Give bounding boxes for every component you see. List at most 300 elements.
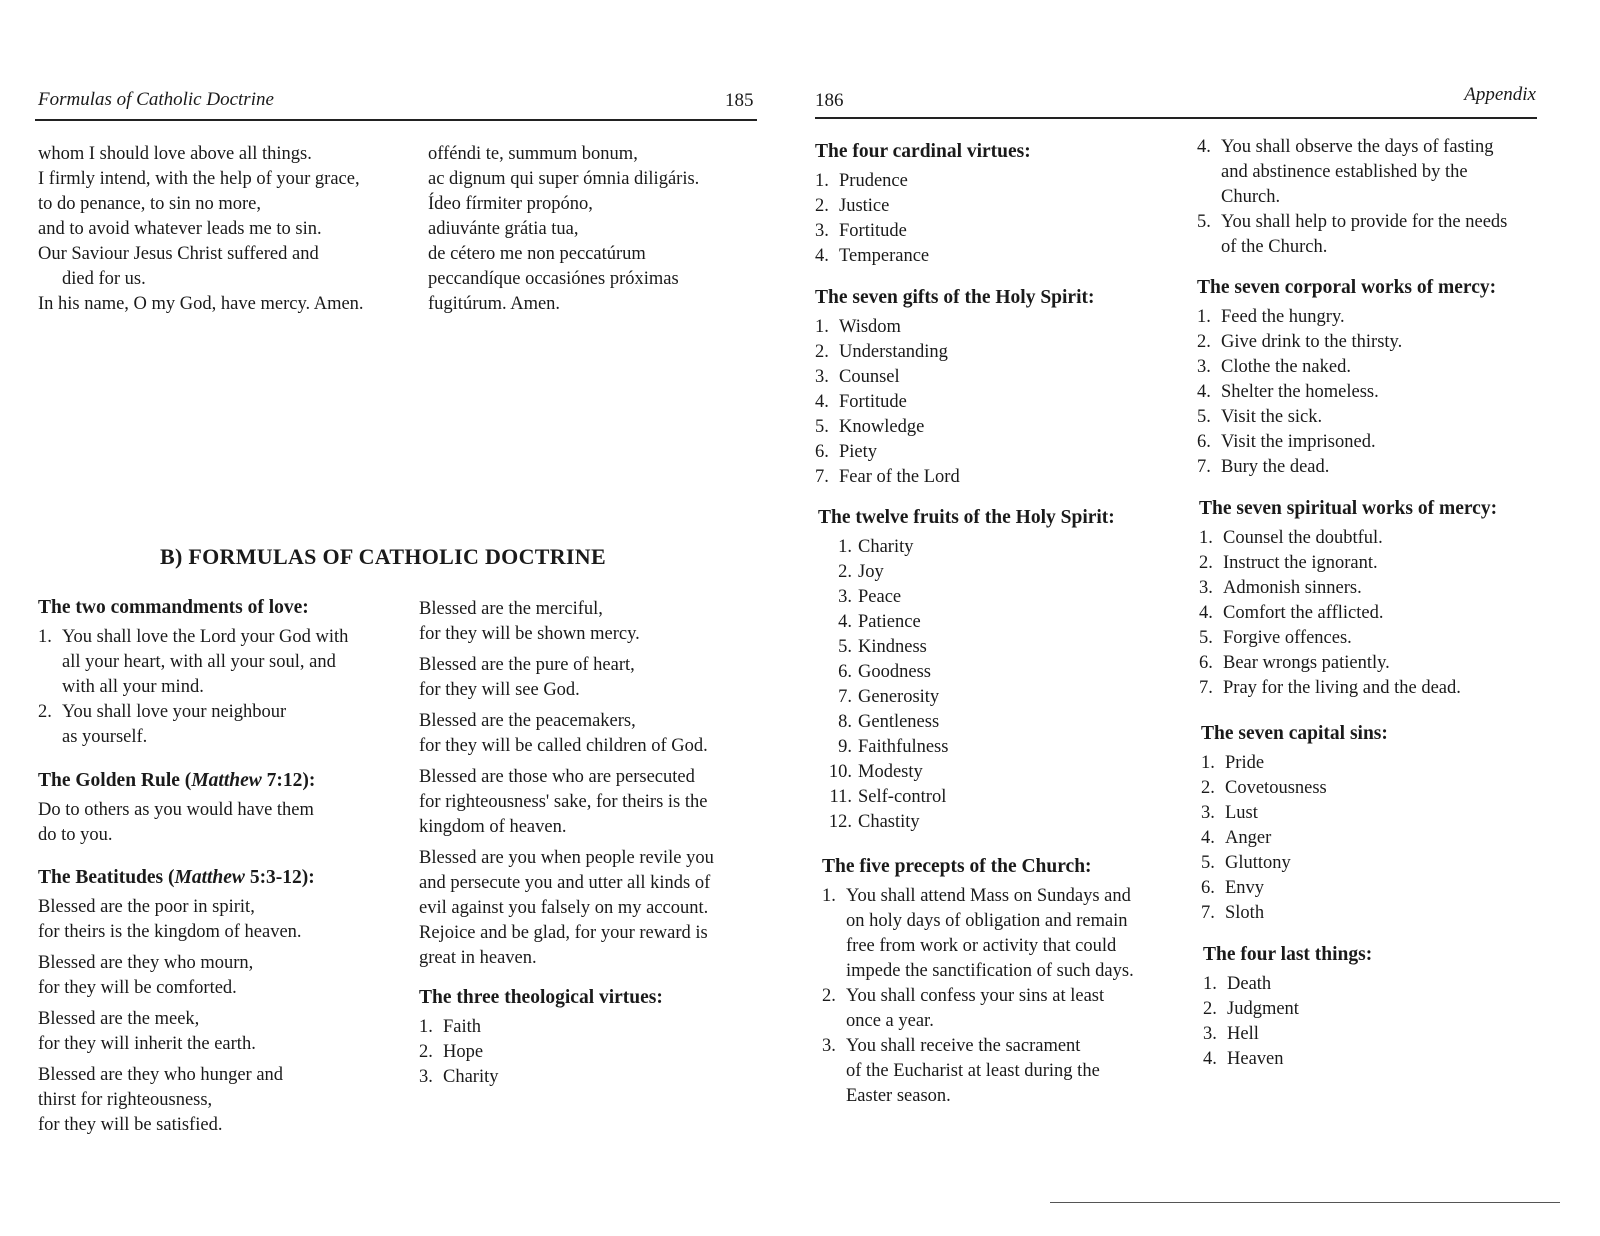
paragraph (38, 1007, 315, 1057)
list-item (1199, 576, 1497, 601)
item-text (839, 169, 908, 194)
section-heading (815, 285, 1094, 315)
item-text (443, 1015, 481, 1040)
list-item (815, 440, 1094, 465)
text-line: Ídeo fírmiter propóno, (428, 194, 593, 214)
item-text (858, 610, 921, 635)
text-line: whom I should love above all things. (38, 144, 312, 164)
text-line: Knowledge (839, 417, 925, 437)
item-text (839, 219, 907, 244)
list-item (1203, 1022, 1372, 1047)
list-item (1201, 901, 1388, 926)
text-line: Kindness (858, 637, 927, 657)
list-item (1201, 826, 1388, 851)
list-item (1197, 305, 1496, 330)
list-item (1203, 972, 1372, 997)
list-item (419, 1015, 663, 1040)
list-item (1197, 355, 1496, 380)
paragraph (419, 653, 714, 703)
text-line: Do to others as you would have them (38, 800, 314, 820)
text-line: for they will see God. (419, 680, 580, 700)
beatitudes (38, 865, 315, 1144)
section-heading (419, 985, 663, 1015)
text-line: Prudence (839, 171, 908, 191)
item-number: 5. (1197, 407, 1211, 427)
section-heading (1197, 275, 1496, 305)
theological-virtues (419, 985, 663, 1090)
paragraph (38, 1063, 315, 1138)
heading-text: The twelve fruits of the Holy Spirit: (818, 507, 1115, 528)
text-line: for they will be comforted. (38, 978, 237, 998)
item-number: 7. (838, 687, 852, 707)
list-item (1199, 676, 1497, 701)
item-number: 11. (829, 787, 852, 807)
item-number: 2. (815, 342, 829, 362)
item-number: 5. (815, 417, 829, 437)
text-line: You shall attend Mass on Sundays and (846, 886, 1131, 906)
item-number: 6. (838, 662, 852, 682)
text-line: Justice (839, 196, 890, 216)
list-item (1199, 626, 1497, 651)
section-heading (38, 865, 315, 895)
item-text (1221, 430, 1376, 455)
text-line: Lust (1225, 803, 1258, 823)
heading-text: The four last things: (1203, 944, 1373, 965)
text-line: Temperance (839, 246, 930, 266)
item-text (1221, 305, 1345, 330)
item-number: 4. (1203, 1049, 1217, 1069)
item-number: 1. (1199, 528, 1213, 548)
item-number: 1. (1203, 974, 1217, 994)
section-heading (1199, 496, 1497, 526)
golden-rule (38, 768, 315, 854)
item-text (1221, 380, 1379, 405)
text-line: as yourself. (62, 727, 148, 747)
text-line: died for us. (62, 269, 146, 289)
precepts-continued (1197, 135, 1507, 260)
list-item (1199, 551, 1497, 576)
item-text (1225, 801, 1258, 826)
item-text (1225, 876, 1264, 901)
item-text (858, 810, 920, 835)
text-line: Comfort the afflicted. (1223, 603, 1384, 623)
item-text (1221, 330, 1402, 355)
list-item (815, 465, 1094, 490)
list-item (1197, 455, 1496, 480)
item-number: 3. (1201, 803, 1215, 823)
section-heading (822, 854, 1134, 884)
item-number: 4. (1197, 137, 1211, 157)
text-line: Judgment (1227, 999, 1299, 1019)
text-line: Bury the dead. (1221, 457, 1330, 477)
text-line: Sloth (1225, 903, 1265, 923)
item-text (1221, 135, 1494, 210)
item-number: 4. (1197, 382, 1211, 402)
text-line: Blessed are you when people revile you (419, 848, 714, 868)
list-item (1199, 601, 1497, 626)
item-number: 4. (1199, 603, 1213, 623)
list-item (1201, 851, 1388, 876)
text-line: for they will be satisfied. (38, 1115, 223, 1135)
item-text (839, 315, 901, 340)
item-text (1225, 776, 1327, 801)
item-number: 2. (822, 986, 836, 1006)
item-number: 3. (1199, 578, 1213, 598)
left-running-header: Formulas of Catholic Doctrine (38, 89, 274, 110)
item-text (1227, 1022, 1259, 1047)
paragraph (38, 951, 315, 1001)
item-text (443, 1065, 499, 1090)
item-text (846, 984, 1104, 1034)
text-line: Envy (1225, 878, 1265, 898)
cardinal-virtues (815, 139, 1031, 269)
item-text (1225, 851, 1291, 876)
item-text (858, 660, 931, 685)
precepts-of-church (822, 854, 1134, 1109)
item-number: 3. (838, 587, 852, 607)
item-number: 3. (1203, 1024, 1217, 1044)
commandments-of-love (38, 595, 348, 750)
item-text (1225, 901, 1264, 926)
item-number: 10. (828, 762, 852, 782)
text-line: for righteousness' sake, for theirs is the (419, 792, 708, 812)
item-number: 3. (822, 1036, 836, 1056)
text-line: Pride (1225, 753, 1265, 773)
item-text (858, 685, 939, 710)
list-item (815, 365, 1094, 390)
text-line: Feed the hungry. (1221, 307, 1345, 327)
list-item (1197, 330, 1496, 355)
text-line: Understanding (839, 342, 948, 362)
item-number: 5. (1197, 212, 1211, 232)
item-number: 1. (815, 317, 829, 337)
heading-citation: Matthew (174, 867, 245, 888)
item-text (1221, 355, 1351, 380)
item-text (1223, 551, 1378, 576)
heading-text: The two commandments of love: (38, 597, 309, 618)
bottom-rule (1050, 1202, 1560, 1203)
item-number: 3. (815, 367, 829, 387)
heading-reference: 5:3-12): (244, 867, 315, 888)
list-item (1203, 997, 1372, 1022)
item-text (62, 625, 348, 700)
item-number: 2. (838, 562, 852, 582)
item-text (1227, 1047, 1284, 1072)
list-item (818, 760, 1115, 785)
text-line: for they will be called children of God. (419, 736, 708, 756)
text-line: Blessed are the meek, (38, 1009, 200, 1029)
item-number: 8. (838, 712, 852, 732)
text-line: Chastity (858, 812, 920, 832)
item-number: 2. (1197, 332, 1211, 352)
text-line: Visit the imprisoned. (1221, 432, 1376, 452)
list-item (1201, 801, 1388, 826)
item-text (858, 785, 946, 810)
item-text (1227, 972, 1271, 997)
text-line: Patience (858, 612, 921, 632)
text-line: Charity (858, 537, 914, 557)
item-text (839, 365, 900, 390)
text-line: Covetousness (1225, 778, 1327, 798)
text-line: You shall confess your sins at least (846, 986, 1105, 1006)
text-line: of the Church. (1221, 237, 1328, 257)
text-line: Piety (839, 442, 878, 462)
list-item (1197, 380, 1496, 405)
text-line: Faith (443, 1017, 482, 1037)
list-item (815, 390, 1094, 415)
item-number: 4. (1201, 828, 1215, 848)
text-line: Blessed are those who are persecuted (419, 767, 695, 787)
text-line: Shelter the homeless. (1221, 382, 1379, 402)
prayer-english (38, 142, 364, 317)
item-text (1221, 210, 1507, 260)
text-line: Death (1227, 974, 1272, 994)
text-line: Fortitude (839, 221, 907, 241)
item-number: 1. (1197, 307, 1211, 327)
list-item (818, 685, 1115, 710)
text-line: Joy (858, 562, 884, 582)
text-line: adiuvánte grátia tua, (428, 219, 579, 239)
text-line: Visit the sick. (1221, 407, 1323, 427)
item-text (1223, 676, 1461, 701)
list-item (818, 535, 1115, 560)
right-running-header: Appendix (1464, 84, 1536, 105)
item-text (1221, 405, 1322, 430)
list-item (818, 660, 1115, 685)
heading-text: The seven gifts of the Holy Spirit: (815, 287, 1095, 308)
list-item (1197, 430, 1496, 455)
heading-citation: Matthew (191, 770, 262, 791)
item-number: 5. (838, 637, 852, 657)
text-line: free from work or activity that could (846, 936, 1117, 956)
section-heading (818, 505, 1115, 535)
item-number: 1. (815, 171, 829, 191)
section-heading (38, 768, 315, 798)
text-line: Counsel the doubtful. (1223, 528, 1383, 548)
item-text (846, 1034, 1100, 1109)
heading-text: The seven corporal works of mercy: (1197, 277, 1497, 298)
item-text (1223, 526, 1383, 551)
text-line: for they will inherit the earth. (38, 1034, 256, 1054)
item-number: 3. (1197, 357, 1211, 377)
text-line: Counsel (839, 367, 900, 387)
text-line: Self-control (858, 787, 947, 807)
text-line: peccandíque occasiónes próximas (428, 269, 679, 289)
text-line: Bear wrongs patiently. (1223, 653, 1390, 673)
list-item (818, 560, 1115, 585)
text-line: do to you. (38, 825, 113, 845)
item-number: 12. (828, 812, 852, 832)
text-line: Charity (443, 1067, 499, 1087)
item-text (1227, 997, 1299, 1022)
list-item (818, 610, 1115, 635)
list-item (818, 810, 1115, 835)
text-line: kingdom of heaven. (419, 817, 567, 837)
item-text (858, 535, 914, 560)
text-line: You shall love your neighbour (62, 702, 287, 722)
text-line: Instruct the ignorant. (1223, 553, 1378, 573)
heading-text: The four cardinal virtues: (815, 141, 1031, 162)
text-line: Wisdom (839, 317, 901, 337)
text-line: Hope (443, 1042, 484, 1062)
text-line: and to avoid whatever leads me to sin. (38, 219, 322, 239)
item-text (1225, 826, 1271, 851)
right-header-rule (815, 117, 1537, 119)
text-line: to do penance, to sin no more, (38, 194, 261, 214)
list-item (815, 315, 1094, 340)
list-item (815, 169, 1031, 194)
item-text (443, 1040, 483, 1065)
list-item (1203, 1047, 1372, 1072)
item-text (839, 340, 948, 365)
item-text (1223, 576, 1362, 601)
text-line: for they will be shown mercy. (419, 624, 640, 644)
text-line: for theirs is the kingdom of heaven. (38, 922, 302, 942)
item-number: 4. (815, 246, 829, 266)
list-item (1201, 751, 1388, 776)
text-line: Church. (1221, 187, 1281, 207)
left-header-rule (35, 119, 757, 121)
text-line: Blessed are the peacemakers, (419, 711, 636, 731)
heading-text: The five precepts of the Church: (822, 856, 1092, 877)
item-number: 9. (838, 737, 852, 757)
heading-text: The Golden Rule ( (38, 770, 192, 791)
left-page-number: 185 (725, 90, 754, 111)
text-line: great in heaven. (419, 948, 537, 968)
list-item (822, 984, 1134, 1034)
capital-sins (1201, 721, 1388, 926)
item-number: 1. (838, 537, 852, 557)
item-number: 4. (815, 392, 829, 412)
list-item (815, 244, 1031, 269)
list-item (818, 710, 1115, 735)
item-number: 7. (1201, 903, 1215, 923)
paragraph (419, 597, 714, 647)
text-line: Fear of the Lord (839, 467, 960, 487)
list-item (815, 415, 1094, 440)
item-number: 1. (1201, 753, 1215, 773)
item-number: 7. (815, 467, 829, 487)
beatitudes-continued (419, 597, 714, 977)
fruits-holy-spirit (818, 505, 1115, 835)
paragraph (419, 846, 714, 971)
text-line: Fortitude (839, 392, 907, 412)
text-line: evil against you falsely on my account. (419, 898, 709, 918)
text-line: You shall receive the sacrament (846, 1036, 1081, 1056)
item-number: 2. (419, 1042, 433, 1062)
item-number: 7. (1199, 678, 1213, 698)
list-item (818, 635, 1115, 660)
list-item (1197, 210, 1507, 260)
list-item (822, 884, 1134, 984)
item-number: 6. (1199, 653, 1213, 673)
text-line: Modesty (858, 762, 923, 782)
list-item (1201, 776, 1388, 801)
text-line: fugitúrum. Amen. (428, 294, 561, 314)
list-item (1201, 876, 1388, 901)
text-line: ac dignum qui super ómnia diligáris. (428, 169, 700, 189)
paragraph (38, 895, 315, 945)
item-number: 6. (1197, 432, 1211, 452)
list-item (38, 625, 348, 700)
item-number: 2. (1199, 553, 1213, 573)
list-item (419, 1065, 663, 1090)
item-text (858, 635, 927, 660)
gifts-holy-spirit (815, 285, 1094, 490)
text-line: offéndi te, summum bonum, (428, 144, 638, 164)
text-line: de cétero me non peccatúrum (428, 244, 646, 264)
list-item (815, 219, 1031, 244)
item-text (846, 884, 1134, 984)
section-title: B) FORMULAS OF CATHOLIC DOCTRINE (160, 544, 606, 569)
item-text (839, 244, 929, 269)
text-line: Blessed are they who hunger and (38, 1065, 284, 1085)
item-number: 5. (1199, 628, 1213, 648)
item-text (858, 560, 884, 585)
heading-text: The three theological virtues: (419, 987, 663, 1008)
text-line: Generosity (858, 687, 940, 707)
text-line: You shall help to provide for the needs (1221, 212, 1508, 232)
text-line: Our Saviour Jesus Christ suffered and (38, 244, 319, 264)
text-line: thirst for righteousness, (38, 1090, 213, 1110)
corporal-works-of-mercy (1197, 275, 1496, 480)
paragraph (38, 798, 315, 848)
text-line: Goodness (858, 662, 931, 682)
text-line: impede the sanctification of such days. (846, 961, 1134, 981)
section-heading (38, 595, 348, 625)
text-line: Give drink to the thirsty. (1221, 332, 1403, 352)
list-item (419, 1040, 663, 1065)
item-text (858, 760, 923, 785)
list-item (1197, 405, 1496, 430)
list-item (1199, 651, 1497, 676)
item-number: 4. (838, 612, 852, 632)
text-line: Blessed are the poor in spirit, (38, 897, 255, 917)
text-line: with all your mind. (62, 677, 204, 697)
item-number: 2. (815, 196, 829, 216)
heading-text: The seven spiritual works of mercy: (1199, 498, 1498, 519)
heading-text: The seven capital sins: (1201, 723, 1388, 744)
paragraph (419, 709, 714, 759)
text-line: Heaven (1227, 1049, 1284, 1069)
text-line: Blessed are the merciful, (419, 599, 603, 619)
text-line: all your heart, with all your soul, and (62, 652, 336, 672)
text-line: Easter season. (846, 1086, 951, 1106)
item-number: 5. (1201, 853, 1215, 873)
text-line: In his name, O my God, have mercy. Amen. (38, 294, 364, 314)
list-item (818, 785, 1115, 810)
text-line: of the Eucharist at least during the (846, 1061, 1100, 1081)
text-line: once a year. (846, 1011, 934, 1031)
item-text (1223, 601, 1383, 626)
text-line: Clothe the naked. (1221, 357, 1351, 377)
list-item (815, 194, 1031, 219)
text-line: Gentleness (858, 712, 940, 732)
item-number: 1. (419, 1017, 433, 1037)
item-number: 2. (1203, 999, 1217, 1019)
text-line: Anger (1225, 828, 1272, 848)
item-text (839, 194, 889, 219)
section-heading (815, 139, 1031, 169)
item-number: 3. (419, 1067, 433, 1087)
item-text (858, 710, 939, 735)
text-line: and abstinence established by the (1221, 162, 1468, 182)
list-item (818, 735, 1115, 760)
text-line: Faithfulness (858, 737, 949, 757)
prayer-latin (428, 142, 699, 317)
text-line: Admonish sinners. (1223, 578, 1362, 598)
item-number: 1. (38, 627, 52, 647)
